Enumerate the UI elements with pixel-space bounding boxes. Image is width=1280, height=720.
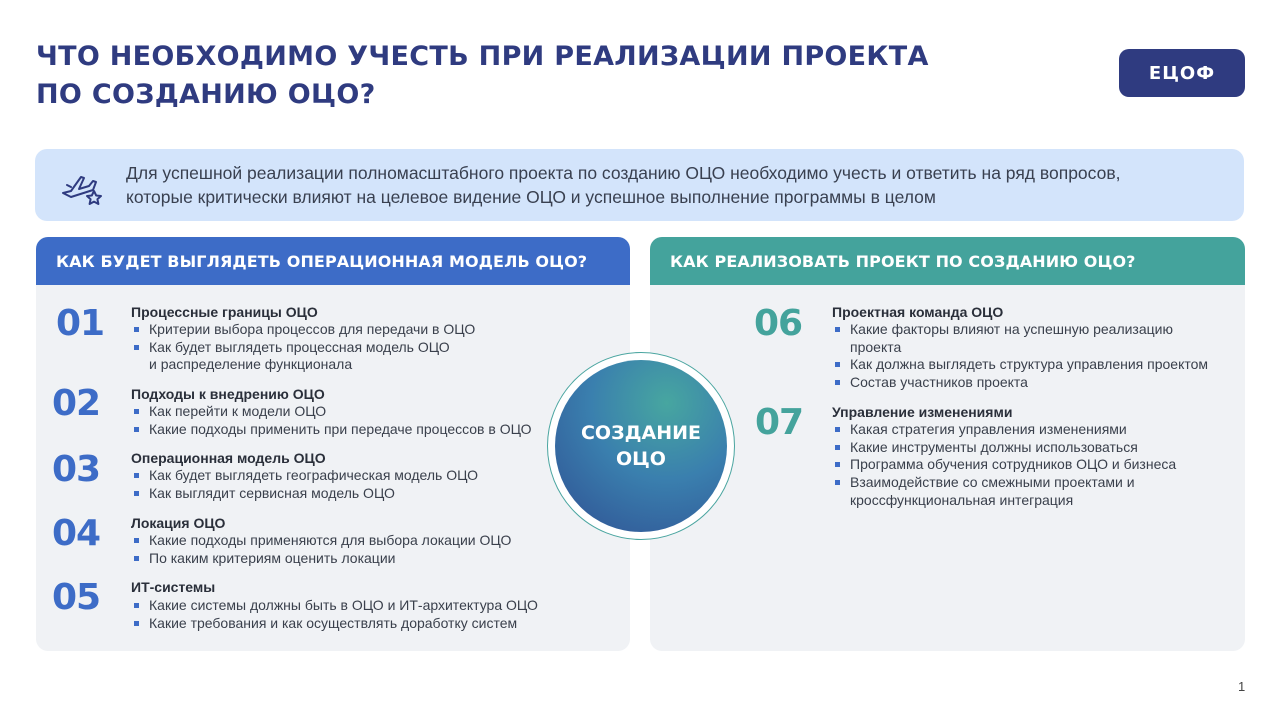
page-title — [36, 38, 1076, 114]
item-bullets — [131, 532, 511, 567]
company-logo: ЕЦОФ — [1119, 49, 1245, 97]
intro-text — [126, 161, 1226, 209]
item-bullets — [131, 403, 532, 438]
bullet: Какие инструменты должны использоваться — [832, 439, 1176, 457]
item-title: ИТ-системы — [131, 579, 216, 595]
item-number: 03 — [52, 449, 101, 490]
item-bullets — [131, 321, 475, 374]
bullet: Какие факторы влияют на успешную реализацию проекта — [832, 321, 1208, 356]
item-bullets — [131, 597, 538, 632]
bullet: Какие подходы применить при передаче процессов в ОЦО — [131, 421, 532, 439]
project-implementation-header: КАК РЕАЛИЗОВАТЬ ПРОЕКТ ПО СОЗДАНИЮ ОЦО? — [650, 237, 1245, 285]
bullet: Какая стратегия управления изменениями — [832, 421, 1176, 439]
item-title: Подходы к внедрению ОЦО — [131, 386, 325, 402]
item-title: Операционная модель ОЦО — [131, 450, 326, 466]
item-number: 07 — [755, 402, 804, 443]
page-title-line-2: ПО СОЗДАНИЮ ОЦО? — [36, 79, 376, 110]
page-number: 1 — [1238, 679, 1246, 694]
intro-banner — [35, 149, 1244, 221]
bullet: Критерии выбора процессов для передачи в ОЦО — [131, 321, 475, 339]
bullet: Как будет выглядеть географическая модель ОЦО — [131, 467, 478, 485]
bullet: Как перейти к модели ОЦО — [131, 403, 532, 421]
bullet: Программа обучения сотрудников ОЦО и бизнеса — [832, 456, 1176, 474]
bullet: Взаимодействие со смежными проектами и кроссфункциональная интеграция — [832, 474, 1176, 509]
bullet: По каким критериям оценить локации — [131, 550, 511, 568]
bullet: Как будет выглядеть процессная модель ОЦО и распределение функционала — [131, 339, 475, 374]
item-title: Процессные границы ОЦО — [131, 304, 318, 320]
bullet: Какие системы должны быть в ОЦО и ИТ-архитектура ОЦО — [131, 597, 538, 615]
item-number: 06 — [754, 303, 803, 344]
page-title-line-1: ЧТО НЕОБХОДИМО УЧЕСТЬ ПРИ РЕАЛИЗАЦИИ ПРОЕКТА — [36, 41, 929, 72]
item-bullets — [832, 321, 1208, 392]
item-bullets — [131, 467, 478, 502]
operating-model-panel — [36, 237, 630, 651]
bullet: Как выглядит сервисная модель ОЦО — [131, 485, 478, 503]
center-circle — [555, 360, 727, 532]
bullet: Состав участников проекта — [832, 374, 1208, 392]
bullet: Какие требования и как осуществлять доработку систем — [131, 615, 538, 633]
item-number: 05 — [52, 577, 101, 618]
item-number: 02 — [52, 383, 101, 424]
center-circle-line-2: ОЦО — [616, 448, 666, 470]
item-number: 04 — [52, 513, 101, 554]
intro-text-line-1: Для успешной реализации полномасштабного проекта по созданию ОЦО необходимо учесть и ответить на ряд вопросов, — [126, 163, 1121, 183]
operating-model-header: КАК БУДЕТ ВЫГЛЯДЕТЬ ОПЕРАЦИОННАЯ МОДЕЛЬ ОЦО? — [36, 237, 630, 285]
item-title: Управление изменениями — [832, 404, 1013, 420]
item-number: 01 — [56, 303, 105, 344]
bullet: Как должна выглядеть структура управления проектом — [832, 356, 1208, 374]
item-title: Проектная команда ОЦО — [832, 304, 1004, 320]
center-circle-line-1: СОЗДАНИЕ — [580, 422, 701, 444]
intro-text-line-2: которые критически влияют на целевое видение ОЦО и успешное выполнение программы в целом — [126, 187, 936, 207]
item-bullets — [832, 421, 1176, 510]
bullet: Какие подходы применяются для выбора локации ОЦО — [131, 532, 511, 550]
item-title: Локация ОЦО — [131, 515, 226, 531]
plane-star-icon — [57, 163, 107, 207]
